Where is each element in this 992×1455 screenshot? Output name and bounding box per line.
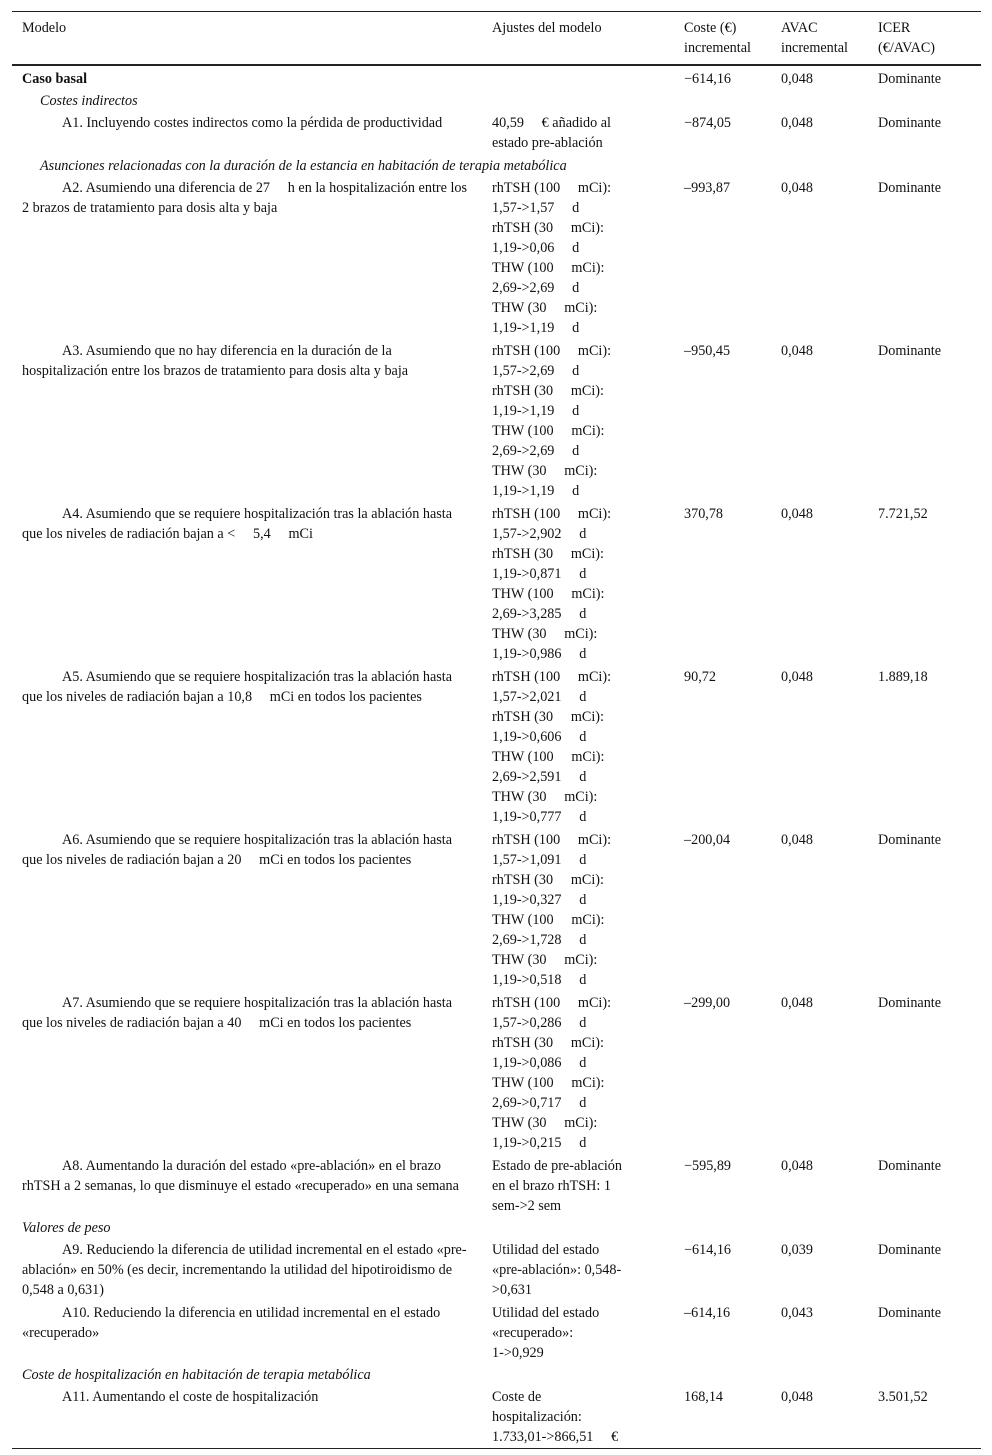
ajuste-line: 2,69->0,717 d — [492, 1095, 587, 1111]
cell-avac: 0,048 — [781, 71, 813, 87]
section-row — [12, 155, 981, 177]
ajuste-line: THW (30 mCi): — [492, 463, 598, 479]
ajuste-line: 1,19->0,606 d — [492, 729, 587, 745]
ajuste-line: «pre-ablación»: 0,548- — [492, 1262, 622, 1278]
cell-avac: 0,048 — [781, 1158, 813, 1174]
cell-modelo: A11. Aumentando el coste de hospitalización — [62, 1389, 319, 1405]
section-title: Costes indirectos — [40, 93, 138, 109]
header-coste-line: incremental — [684, 40, 751, 56]
ajuste-line: THW (100 mCi): — [492, 912, 605, 928]
cell-modelo: A7. Asumiendo que se requiere hospitalización tras la ablación hasta que los niveles de radiación bajan a 40 mCi en todos los pacientes — [22, 995, 453, 1031]
cell-coste: –614,16 — [684, 1305, 731, 1321]
ajuste-line: rhTSH (100 mCi): — [492, 506, 612, 522]
ajuste-line: 1,57->2,69 d — [492, 363, 580, 379]
ajuste-line: 1,19->0,518 d — [492, 972, 587, 988]
section-row — [12, 1217, 981, 1239]
cell-coste: 90,72 — [684, 669, 716, 685]
ajuste-line: rhTSH (30 mCi): — [492, 546, 604, 562]
ajuste-line: rhTSH (30 mCi): — [492, 709, 604, 725]
cell-modelo: A2. Asumiendo una diferencia de 27 h en la hospitalización entre los 2 brazos de tratamiento para dosis alta y baja — [22, 180, 468, 216]
cell-ajustes — [482, 1386, 674, 1449]
ajuste-line: THW (100 mCi): — [492, 586, 605, 602]
cell-avac: 0,043 — [781, 1305, 813, 1321]
ajuste-line: Utilidad del estado — [492, 1305, 600, 1321]
ajuste-line: Utilidad del estado — [492, 1242, 600, 1258]
ajuste-line: 1,57->2,902 d — [492, 526, 587, 542]
table-row — [12, 1155, 981, 1217]
cell-coste: −614,16 — [684, 1242, 732, 1258]
cell-modelo: A5. Asumiendo que se requiere hospitalización tras la ablación hasta que los niveles de radiación bajan a 10,8 mCi en todos los pacientes — [22, 669, 453, 705]
section-title: Coste de hospitalización en habitación de terapia metabólica — [22, 1367, 371, 1383]
cell-coste: −874,05 — [684, 115, 732, 131]
cell-avac: 0,048 — [781, 180, 813, 196]
ajuste-line: 1->0,929 — [492, 1345, 544, 1361]
cell-avac: 0,048 — [781, 115, 813, 131]
ajuste-line: THW (30 mCi): — [492, 789, 598, 805]
table-row — [12, 1386, 981, 1449]
table-row — [12, 503, 981, 666]
header-modelo: Modelo — [22, 20, 67, 36]
ajuste-line: en el brazo rhTSH: 1 — [492, 1178, 611, 1194]
cell-ajustes — [482, 1239, 674, 1302]
ajuste-line: THW (100 mCi): — [492, 260, 605, 276]
ajuste-line: 1,19->0,086 d — [492, 1055, 587, 1071]
ajuste-line: rhTSH (100 mCi): — [492, 669, 612, 685]
cell-icer: 3.501,52 — [878, 1389, 928, 1405]
cell-coste: −614,16 — [684, 71, 732, 87]
cell-coste: –950,45 — [684, 343, 731, 359]
cell-modelo: A3. Asumiendo que no hay diferencia en la duración de la hospitalización entre los brazos de tratamiento para dosis alta y baja — [22, 343, 409, 379]
ajuste-line: 2,69->2,69 d — [492, 280, 580, 296]
ajuste-line: Coste de — [492, 1389, 542, 1405]
header-avac-line: incremental — [781, 40, 848, 56]
cell-ajustes — [482, 829, 674, 992]
ajuste-line: 2,69->3,285 d — [492, 606, 587, 622]
ajuste-line: THW (30 mCi): — [492, 952, 598, 968]
section-title: Valores de peso — [22, 1220, 111, 1236]
section-row — [12, 90, 981, 112]
ajuste-line: 1,57->1,57 d — [492, 200, 580, 216]
section-title: Asunciones relacionadas con la duración de la estancia en habitación de terapia metabólica — [40, 158, 567, 174]
ajuste-line: «recuperado»: — [492, 1325, 574, 1341]
ajuste-line: THW (100 mCi): — [492, 423, 605, 439]
ajuste-line: 2,69->2,591 d — [492, 769, 587, 785]
ajuste-line: rhTSH (30 mCi): — [492, 1035, 604, 1051]
cell-coste: –993,87 — [684, 180, 731, 196]
cell-ajustes — [482, 65, 674, 90]
ajuste-line: rhTSH (30 mCi): — [492, 220, 604, 236]
cell-icer: Dominante — [878, 180, 942, 196]
ajuste-line: 1,19->0,06 d — [492, 240, 580, 256]
header-icer — [868, 12, 981, 66]
sensitivity-table — [12, 11, 981, 1449]
cell-avac: 0,048 — [781, 669, 813, 685]
cell-icer: 7.721,52 — [878, 506, 928, 522]
header-avac — [771, 12, 868, 66]
cell-ajustes — [482, 1302, 674, 1364]
table-row — [12, 1239, 981, 1302]
cell-icer: Dominante — [878, 115, 942, 131]
ajuste-line: 2,69->2,69 d — [492, 443, 580, 459]
ajuste-line: 1,19->0,986 d — [492, 646, 587, 662]
ajuste-line: 1,19->0,777 d — [492, 809, 587, 825]
cell-coste: −595,89 — [684, 1158, 732, 1174]
cell-coste: –299,00 — [684, 995, 731, 1011]
ajuste-line: 1,19->0,871 d — [492, 566, 587, 582]
cell-ajustes — [482, 666, 674, 829]
cell-icer: Dominante — [878, 71, 942, 87]
section-row — [12, 1364, 981, 1386]
header-row — [12, 12, 981, 66]
table-row-basal — [12, 65, 981, 90]
ajuste-line: THW (30 mCi): — [492, 1115, 598, 1131]
cell-icer: Dominante — [878, 832, 942, 848]
cell-avac: 0,048 — [781, 506, 813, 522]
cell-coste: 370,78 — [684, 506, 724, 522]
cell-modelo: A6. Asumiendo que se requiere hospitalización tras la ablación hasta que los niveles de radiación bajan a 20 mCi en todos los pacientes — [22, 832, 453, 868]
ajuste-line: 1,57->2,021 d — [492, 689, 587, 705]
ajuste-line: 1.733,01->866,51 € — [492, 1429, 619, 1445]
cell-coste: 168,14 — [684, 1389, 724, 1405]
header-avac-line: AVAC — [781, 20, 818, 36]
cell-coste: –200,04 — [684, 832, 731, 848]
header-icer-line: ICER — [878, 20, 911, 36]
table-row — [12, 1302, 981, 1364]
cell-avac: 0,048 — [781, 832, 813, 848]
cell-icer: 1.889,18 — [878, 669, 928, 685]
table-row — [12, 177, 981, 340]
ajuste-line: hospitalización: — [492, 1409, 582, 1425]
cell-ajustes — [482, 112, 674, 155]
cell-modelo: A10. Reduciendo la diferencia en utilidad incremental en el estado «recuperado» — [22, 1305, 441, 1341]
ajuste-line: 40,59 € añadido al — [492, 115, 611, 131]
ajuste-line: 1,19->0,327 d — [492, 892, 587, 908]
cell-icer: Dominante — [878, 1242, 942, 1258]
table-row — [12, 666, 981, 829]
ajuste-line: 2,69->1,728 d — [492, 932, 587, 948]
cell-icer: Dominante — [878, 1305, 942, 1321]
ajuste-line: rhTSH (100 mCi): — [492, 343, 612, 359]
cell-icer: Dominante — [878, 995, 942, 1011]
ajuste-line: THW (100 mCi): — [492, 1075, 605, 1091]
ajuste-line: THW (100 mCi): — [492, 749, 605, 765]
ajuste-line: THW (30 mCi): — [492, 626, 598, 642]
header-icer-line: (€/AVAC) — [878, 40, 936, 56]
cell-icer: Dominante — [878, 1158, 942, 1174]
ajuste-line: THW (30 mCi): — [492, 300, 598, 316]
cell-avac: 0,048 — [781, 995, 813, 1011]
ajuste-line: 1,57->1,091 d — [492, 852, 587, 868]
cell-avac: 0,048 — [781, 1389, 813, 1405]
table-row — [12, 112, 981, 155]
ajuste-line: rhTSH (100 mCi): — [492, 995, 612, 1011]
cell-avac: 0,039 — [781, 1242, 813, 1258]
cell-ajustes — [482, 503, 674, 666]
ajuste-line: rhTSH (30 mCi): — [492, 383, 604, 399]
header-coste-line: Coste (€) — [684, 20, 737, 36]
header-ajustes: Ajustes del modelo — [492, 20, 602, 36]
ajuste-line: estado pre-ablación — [492, 135, 603, 151]
cell-ajustes — [482, 177, 674, 340]
cell-modelo: A9. Reduciendo la diferencia de utilidad incremental en el estado «pre-ablación» en 50% (es decir, incrementando la utilidad del hipotiroidismo de 0,548 a 0,631) — [22, 1242, 467, 1298]
table-body — [12, 65, 981, 1449]
cell-modelo: A1. Incluyendo costes indirectos como la pérdida de productividad — [62, 115, 443, 131]
table-row — [12, 340, 981, 503]
table-header — [12, 12, 981, 66]
cell-modelo: A4. Asumiendo que se requiere hospitalización tras la ablación hasta que los niveles de radiación bajan a < 5,4 mCi — [22, 506, 453, 542]
table-row — [12, 829, 981, 992]
ajuste-line: 1,19->1,19 d — [492, 403, 580, 419]
cell-ajustes — [482, 1155, 674, 1217]
cell-ajustes — [482, 340, 674, 503]
cell-icer: Dominante — [878, 343, 942, 359]
ajuste-line: >0,631 — [492, 1282, 532, 1298]
cell-modelo: Caso basal — [22, 71, 88, 87]
cell-modelo: A8. Aumentando la duración del estado «pre-ablación» en el brazo rhTSH a 2 semanas, lo que disminuye el estado «recuperado» en una semana — [22, 1158, 459, 1194]
ajuste-line: rhTSH (100 mCi): — [492, 832, 612, 848]
ajuste-line: 1,57->0,286 d — [492, 1015, 587, 1031]
ajuste-line: Estado de pre-ablación — [492, 1158, 622, 1174]
ajuste-line: 1,19->1,19 d — [492, 320, 580, 336]
ajuste-line: rhTSH (30 mCi): — [492, 872, 604, 888]
ajuste-line: rhTSH (100 mCi): — [492, 180, 612, 196]
cell-avac: 0,048 — [781, 343, 813, 359]
ajuste-line: 1,19->1,19 d — [492, 483, 580, 499]
ajuste-line: 1,19->0,215 d — [492, 1135, 587, 1151]
header-coste — [674, 12, 771, 66]
table-row — [12, 992, 981, 1155]
cell-ajustes — [482, 992, 674, 1155]
ajuste-line: sem->2 sem — [492, 1198, 562, 1214]
